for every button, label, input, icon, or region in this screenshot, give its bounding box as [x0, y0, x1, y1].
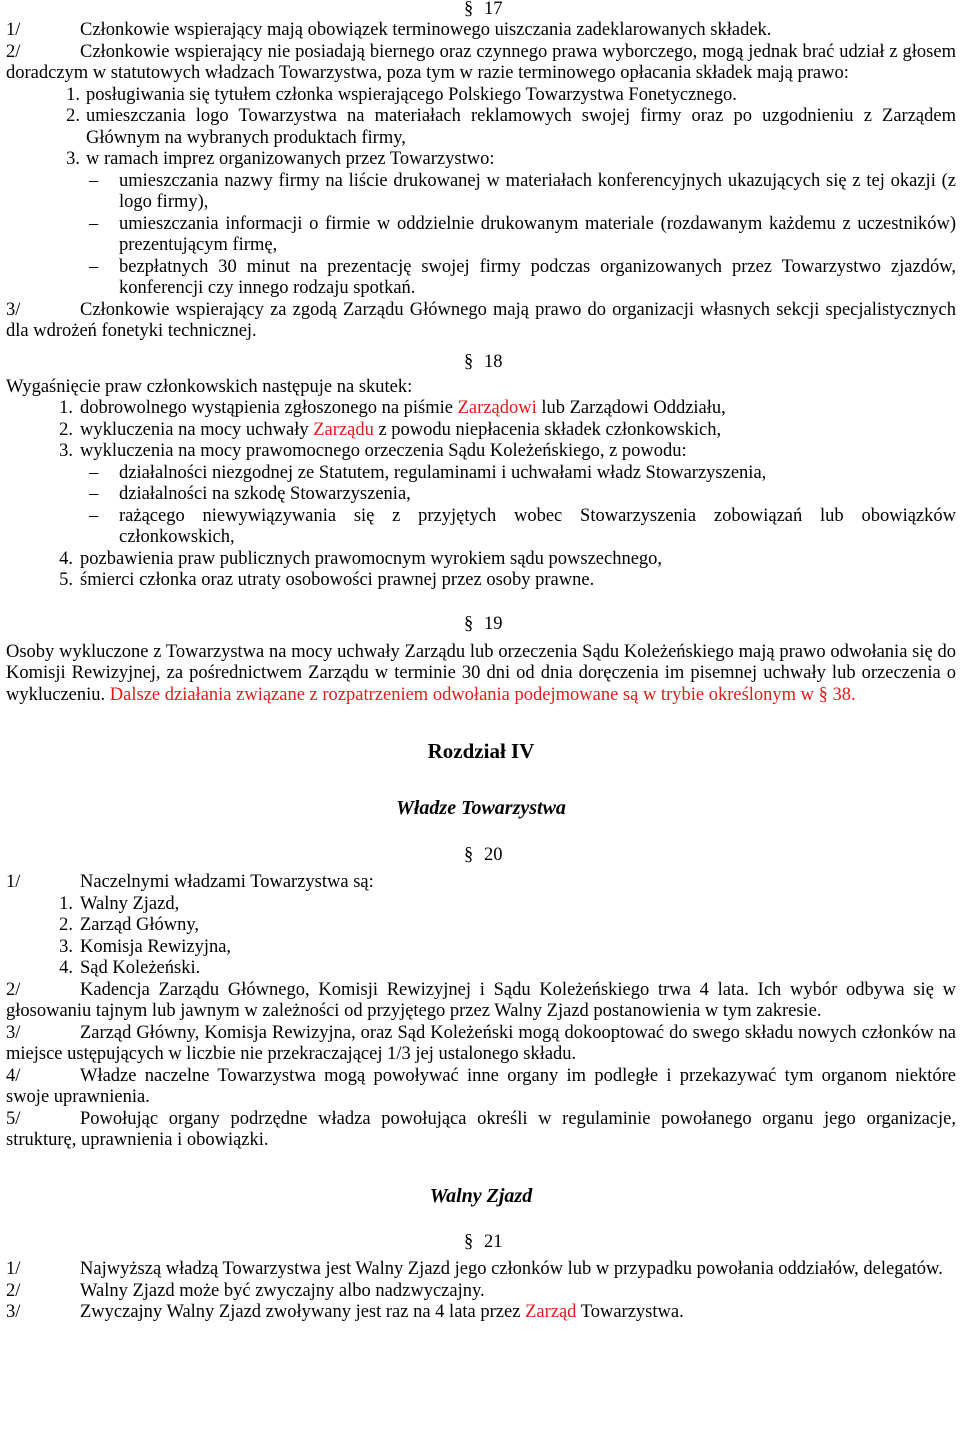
item-text: śmierci członka oraz utraty osobowości prawnej przez osoby prawne. — [80, 570, 595, 590]
item-text: z powodu niepłacenia składek członkowskich, — [373, 419, 722, 440]
sub-item-text: rażącego niewywiązywania się z przyjętych wobec Stowarzyszenia zobowiązań lub obowiązków członkowskich, — [119, 505, 956, 547]
sub-list-item — [6, 506, 956, 549]
paragraph-number: 3/ — [6, 1022, 21, 1043]
item-text: dobrowolnego wystąpienia zgłoszonego na piśmie — [80, 398, 458, 418]
list-item — [6, 570, 956, 592]
item-number: 2. — [66, 106, 80, 126]
dash-bullet: – — [89, 256, 99, 277]
paragraph-number: 1/ — [6, 872, 21, 892]
chapter-subtitle: Władze Towarzystwa — [396, 796, 566, 819]
paragraph-text: Zwyczajny Walny Zjazd zwoływany jest raz na 4 lata przez — [80, 1302, 526, 1322]
section-number: 21 — [484, 1231, 503, 1252]
sub-item-text: działalności na szkodę Stowarzyszenia, — [119, 484, 411, 504]
sub-item-text: bezpłatnych 30 minut na prezentację swojej firmy podczas organizowanych przez Towarzystwo zjazdów, konferencji czy innego rodzaju spotkań. — [119, 256, 956, 298]
list-item — [6, 894, 956, 916]
section-mark: § — [464, 0, 474, 19]
item-text: Sąd Koleżeński. — [80, 958, 201, 978]
item-number: 4. — [59, 958, 73, 978]
paragraph-text-red: Dalsze działania związane z rozpatrzeniem odwołania podejmowane są w trybie określonym w § 38. — [109, 684, 856, 705]
sub-list-item — [6, 463, 956, 485]
item-number: 5. — [59, 570, 73, 590]
item-number: 1. — [59, 398, 73, 418]
paragraph-number: 3/ — [6, 1302, 21, 1322]
s19-paragraph — [6, 642, 956, 707]
section-subtitle: Walny Zjazd — [429, 1184, 533, 1207]
dash-bullet: – — [89, 505, 99, 526]
item-number: 3. — [59, 936, 73, 957]
item-number: 2. — [59, 419, 73, 440]
item-text: pozbawienia praw publicznych prawomocnym wyrokiem sądu powszechnego, — [80, 548, 663, 569]
paragraph-number: 2/ — [6, 979, 21, 1000]
dash-bullet: – — [89, 462, 99, 483]
item-number: 1. — [66, 84, 80, 105]
sub-list-item — [6, 484, 956, 506]
paragraph-number: 1/ — [6, 20, 21, 40]
dash-bullet: – — [89, 170, 99, 191]
section-mark: § — [464, 844, 474, 865]
section-mark: § — [464, 352, 474, 372]
s17-paragraph-1 — [6, 20, 956, 42]
list-item — [6, 85, 956, 107]
list-item — [6, 398, 956, 420]
section-19-heading — [6, 592, 956, 636]
s17-paragraph-2 — [6, 42, 956, 85]
paragraph-number: 5/ — [6, 1108, 21, 1129]
item-text: posługiwania się tytułem członka wspierającego Polskiego Towarzystwa Fonetycznego. — [86, 84, 737, 105]
sub-item-text: umieszczania informacji o firmie w oddzielnie drukowanym materiale (rozdawanym każdemu z uczestników) prezentującym firmę, — [119, 213, 956, 255]
document-page — [6, 0, 956, 1324]
section-number: 18 — [484, 352, 503, 372]
paragraph-text: Osoby wykluczone z Towarzystwa na mocy uchwały Zarządu lub orzeczenia Sądu Koleżeńskiego mają prawo odwołania się do Komisji Rewizyjnej, za pośrednictwem Zarządu w terminie 30 dni od dnia doręczenia im pisemnej uchwały lub orzeczenia o wykluczeniu. — [6, 641, 956, 705]
paragraph-text: Członkowie wspierający mają obowiązek terminowego uiszczania zadeklarowanych składek. — [80, 20, 772, 40]
item-text-red: Zarządu — [313, 419, 374, 440]
paragraph-text: Walny Zjazd może być zwyczajny albo nadzwyczajny. — [80, 1280, 485, 1301]
item-number: 4. — [59, 548, 73, 569]
list-item — [6, 106, 956, 149]
s17-paragraph-3 — [6, 300, 956, 343]
paragraph-number: 2/ — [6, 1280, 21, 1301]
list-item — [6, 937, 956, 959]
paragraph-text: Powołując organy podrzędne władza powołująca określi w regulaminie powołanego organu jego organizacje, strukturę, uprawnienia i obowiązki. — [6, 1108, 956, 1150]
paragraph-text: Kadencja Zarządu Głównego, Komisji Rewizyjnej i Sądu Koleżeńskiego trwa 4 lata. Ich wybór odbywa się w głosowaniu tajnym lub jawnym w zależności od przyjętego przez Walny Zjazd postanowienia w tym zakresie. — [6, 979, 956, 1021]
paragraph-text: Zarząd Główny, Komisja Rewizyjna, oraz Sąd Koleżeński mogą dokooptować do swego składu nowych członków na miejsce ustępujących w liczbie nie przekraczającej 1/3 jej ustalonego składu. — [6, 1022, 956, 1064]
section-number: 20 — [484, 844, 503, 865]
s21-paragraph-3 — [6, 1302, 956, 1324]
item-number: 3. — [59, 441, 73, 461]
section-17-heading — [6, 0, 956, 20]
s20-paragraph-4 — [6, 1066, 956, 1109]
item-number: 3. — [66, 149, 80, 169]
s20-paragraph-2 — [6, 980, 956, 1023]
sub-item-text: działalności niezgodnej ze Statutem, regulaminami i uchwałami władz Stowarzyszenia, — [119, 462, 767, 483]
section-number: 17 — [484, 0, 503, 19]
item-text: Komisja Rewizyjna, — [80, 936, 232, 957]
section-20-heading — [6, 819, 956, 866]
paragraph-text: Najwyższą władzą Towarzystwa jest Walny Zjazd jego członków lub w przypadku powołania oddziałów, delegatów. — [80, 1259, 943, 1279]
s21-paragraph-1 — [6, 1259, 956, 1281]
list-item — [6, 958, 956, 980]
s20-paragraph-5 — [6, 1109, 956, 1152]
list-item — [6, 420, 956, 442]
paragraph-number: 2/ — [6, 41, 21, 62]
chapter-title: Rozdział IV — [427, 739, 535, 763]
paragraph-text: Naczelnymi władzami Towarzystwa są: — [80, 872, 374, 892]
paragraph-text: Członkowie wspierający nie posiadają biernego oraz czynnego prawa wyborczego, mogą jednak brać udział z głosem doradczym w statutowych władzach Towarzystwa, poza tym w razie terminowego opłacania składek mają prawo: — [6, 41, 956, 83]
paragraph-number: 4/ — [6, 1065, 21, 1086]
section-mark: § — [464, 1231, 474, 1252]
item-text: umieszczania logo Towarzystwa na materiałach reklamowych swojej firmy oraz po uzgodnieniu z Zarządem Głównym na wybranych produktach firmy, — [86, 106, 956, 148]
section-21-heading — [6, 1207, 956, 1253]
paragraph-text: Władze naczelne Towarzystwa mogą powoływać inne organy im podległe i przekazywać tym organom niektóre swoje uprawnienia. — [6, 1065, 956, 1107]
item-text-red: Zarządowi — [457, 398, 537, 418]
list-item — [6, 149, 956, 171]
paragraph-text-red: Zarząd — [525, 1302, 577, 1322]
sub-list-item — [6, 257, 956, 300]
list-item — [6, 915, 956, 937]
paragraph-text: Towarzystwa. — [576, 1302, 684, 1322]
item-number: 1. — [59, 893, 73, 914]
section-number: 19 — [484, 614, 503, 634]
item-text: Walny Zjazd, — [80, 893, 180, 914]
sub-list-item — [6, 214, 956, 257]
paragraph-text: Członkowie wspierający za zgodą Zarządu Głównego mają prawo do organizacji własnych sekcji specjalistycznych dla wdrożeń fonetyki technicznej. — [6, 299, 956, 341]
s18-intro: Wygaśnięcie praw członkowskich następuje na skutek: — [6, 376, 413, 397]
sub-list-item — [6, 171, 956, 214]
section-mark: § — [464, 614, 474, 634]
item-text: lub Zarządowi Oddziału, — [536, 398, 726, 418]
item-number: 2. — [59, 915, 73, 935]
s20-paragraph-1 — [6, 872, 956, 894]
list-item — [6, 441, 956, 463]
s20-paragraph-3 — [6, 1023, 956, 1066]
paragraph-number: 3/ — [6, 299, 21, 320]
dash-bullet: – — [89, 484, 99, 504]
item-text: wykluczenia na mocy uchwały — [80, 419, 314, 440]
s21-paragraph-2 — [6, 1281, 956, 1303]
dash-bullet: – — [89, 213, 99, 234]
item-text: Zarząd Główny, — [80, 915, 200, 935]
item-text: w ramach imprez organizowanych przez Towarzystwo: — [86, 149, 495, 169]
paragraph-number: 1/ — [6, 1259, 21, 1279]
section-18-heading — [6, 343, 956, 374]
item-text: wykluczenia na mocy prawomocnego orzeczenia Sądu Koleżeńskiego, z powodu: — [80, 441, 687, 461]
sub-item-text: umieszczania nazwy firmy na liście drukowanej w materiałach konferencyjnych ukazujących się z tej okazji (z logo firmy), — [119, 170, 956, 212]
list-item — [6, 549, 956, 571]
